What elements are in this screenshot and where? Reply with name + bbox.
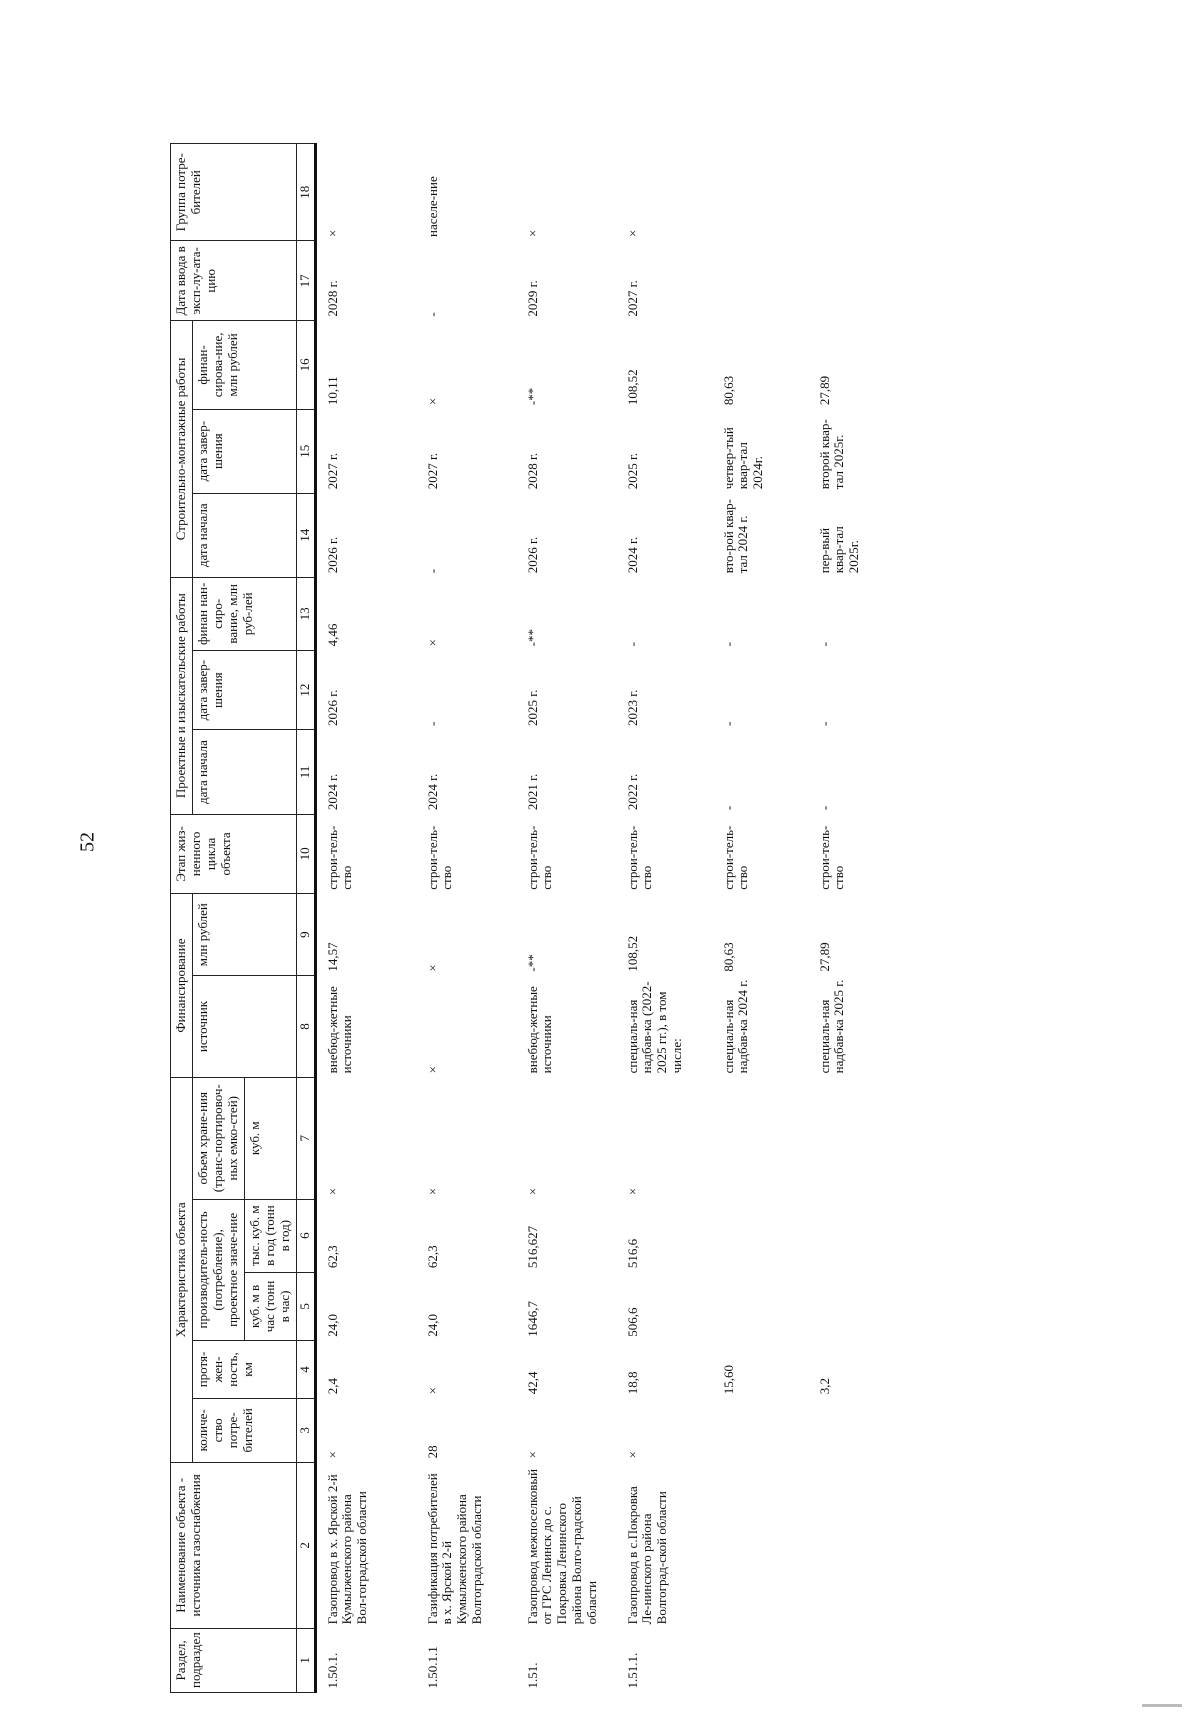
header-commissioning-date: Дата ввода в эксп-лу-ата-цию: [171, 241, 297, 321]
cell-storage-volume: ×: [324, 1187, 340, 1196]
cell-consumer-group: населе-ние: [424, 176, 440, 237]
cell-construction-start: пер-вый квар-тал 2025г.: [816, 526, 862, 574]
cell-capacity-hourly: [815, 1272, 911, 1341]
cell-storage-volume: ×: [624, 1187, 640, 1196]
cell-construction-financing: 108,52: [624, 369, 640, 406]
cell-design-financing: -**: [524, 629, 540, 647]
cell-capacity-hourly: 24,0: [324, 1313, 340, 1337]
cell-design-financing: -: [816, 642, 832, 647]
cell-design-start: -: [816, 805, 832, 811]
cell-capacity-yearly: [719, 1199, 815, 1272]
header-design-end: дата завер-шения: [192, 650, 296, 730]
cell-construction-end: 2027 г.: [324, 452, 340, 490]
cell-lifecycle-stage: строи-тель-ство: [524, 825, 555, 890]
table-row: [323, 144, 423, 1693]
colnum: 12: [296, 650, 315, 730]
cell-construction-start: вто-рой квар-тал 2024 г.: [720, 499, 751, 574]
header-construction-works: Строительно-монтажные работы: [171, 321, 193, 578]
cell-financing-amount: ×: [424, 964, 440, 972]
cell-commissioning-date: [719, 241, 815, 321]
cell-design-end: 2026 г.: [324, 689, 340, 726]
colnum: 9: [296, 894, 315, 976]
header-lifecycle-stage: Этап жиз-ненного цикла объекта: [171, 814, 297, 894]
cell-construction-financing: -**: [524, 387, 540, 406]
cell-construction-end: 2027 г.: [424, 452, 440, 490]
cell-length: 15,60: [720, 1364, 736, 1395]
cell-construction-financing: 27,89: [816, 375, 832, 406]
header-design-survey-works: Проектные и изыскательские работы: [171, 577, 193, 814]
cell-storage-volume: ×: [424, 1187, 440, 1196]
cell-storage-volume: [815, 1077, 911, 1199]
cell-length: ×: [424, 1386, 440, 1395]
cell-commissioning-date: -: [424, 312, 440, 317]
colnum: 2: [296, 1462, 315, 1628]
cell-consumer-count: [815, 1398, 911, 1462]
cell-lifecycle-stage: строи-тель-ство: [424, 825, 455, 890]
cell-length: 42,4: [524, 1371, 540, 1395]
cell-object-name: [719, 1462, 815, 1628]
header-length: протя-жен-ность, км: [192, 1341, 296, 1399]
cell-financing-amount: 14,57: [324, 942, 340, 972]
cell-design-financing: 4,46: [324, 623, 340, 647]
colnum: 4: [296, 1341, 315, 1399]
cell-construction-start: -: [424, 568, 440, 574]
cell-commissioning-date: 2028 г.: [324, 280, 340, 317]
cell-storage-volume: ×: [524, 1187, 540, 1196]
cell-consumer-count: 28: [424, 1445, 440, 1459]
header-design-start: дата начала: [192, 730, 296, 814]
colnum: 1: [296, 1628, 315, 1692]
table-row: [719, 144, 815, 1693]
table-row: [815, 144, 911, 1693]
cell-capacity-yearly: 62,3: [424, 1245, 440, 1269]
column-numbers-row: [296, 144, 315, 1693]
cell-commissioning-date: 2027 г.: [624, 280, 640, 317]
cell-section: 1.50.1.: [324, 1652, 340, 1689]
header-construction-end: дата завер-шения: [192, 409, 296, 493]
header-capacity-yearly: тыс. куб. м в год (тонн в год): [244, 1199, 296, 1272]
colnum: 16: [296, 321, 315, 410]
cell-lifecycle-stage: строи-тель-ство: [720, 825, 751, 890]
cell-design-start: -: [720, 805, 736, 811]
cell-consumer-group: ×: [524, 229, 540, 237]
header-construction-financing: финан-сирова-ние, млн рублей: [192, 321, 296, 410]
header-capacity-hourly: куб. м в час (тонн в час): [244, 1272, 296, 1341]
header-financing-amount: млн рублей: [192, 894, 296, 976]
cell-construction-end: 2025 г.: [624, 452, 640, 490]
cell-consumer-group: [815, 144, 911, 241]
cell-section: [719, 1628, 815, 1692]
header-financing: Финансирование: [171, 894, 193, 1078]
colnum: 7: [296, 1077, 315, 1199]
cell-object-name: Газопровод в х. Ярской 2-й Кумылженского района Вол-гоградской области: [324, 1474, 370, 1625]
cell-commissioning-date: [815, 241, 911, 321]
cell-financing-source: внебюд-жетные источники: [324, 986, 355, 1074]
cell-design-end: -: [720, 721, 736, 726]
cell-consumer-count: ×: [524, 1451, 540, 1459]
header-design-financing: финан нан-сиро-вание, млн руб-лей: [192, 577, 296, 650]
cell-construction-financing: 80,63: [720, 375, 736, 406]
header-storage-unit: куб. м: [244, 1077, 296, 1199]
cell-length: 3,2: [816, 1377, 832, 1395]
cell-consumer-count: ×: [324, 1451, 340, 1459]
scan-artifact: [1142, 1704, 1182, 1707]
header-capacity: производитель-ность (потребление), проектное значе-ние: [192, 1199, 244, 1341]
cell-design-end: -: [424, 721, 440, 726]
cell-construction-financing: 10,11: [324, 376, 340, 406]
colnum: 18: [296, 144, 315, 241]
cell-section: 1.51.1.: [624, 1652, 640, 1689]
cell-financing-source: ×: [424, 1066, 440, 1074]
cell-capacity-yearly: 516,6: [624, 1238, 640, 1269]
header-construction-start: дата начала: [192, 493, 296, 577]
cell-object-name: Газификация потребителей в х. Ярской 2-й Кумылженского района Волгоградской области: [424, 1473, 485, 1625]
cell-consumer-group: [719, 144, 815, 241]
table-row: [623, 144, 719, 1693]
cell-design-financing: -: [624, 642, 640, 647]
cell-capacity-hourly: 506,6: [624, 1307, 640, 1337]
cell-financing-source: внебюд-жетные источники: [524, 986, 555, 1074]
cell-consumer-count: [719, 1398, 815, 1462]
cell-capacity-yearly: 62,3: [324, 1245, 340, 1269]
cell-length: 18,8: [624, 1371, 640, 1395]
cell-design-start: 2024 г.: [424, 773, 440, 811]
cell-object-name: Газопровод в с.Покровка Ле-нинского района Волгоград-ской области: [624, 1486, 670, 1625]
cell-construction-start: 2026 г.: [324, 536, 340, 574]
header-section: Раздел, подраздел: [171, 1628, 297, 1692]
cell-construction-end: второй квар-тал 2025г.: [816, 419, 847, 490]
cell-length: 2,4: [324, 1377, 340, 1395]
colnum: 10: [296, 814, 315, 894]
cell-financing-amount: -**: [524, 954, 540, 972]
cell-financing-source: специаль-ная надбав-ка 2024 г.: [720, 979, 751, 1074]
cell-design-end: 2025 г.: [524, 689, 540, 726]
colnum: 6: [296, 1199, 315, 1272]
cell-object-name: [815, 1462, 911, 1628]
gasification-table: [170, 143, 911, 1693]
cell-capacity-hourly: [719, 1272, 815, 1341]
colnum: 8: [296, 976, 315, 1078]
cell-commissioning-date: 2029 г.: [524, 280, 540, 317]
cell-capacity-hourly: 24,0: [424, 1313, 440, 1337]
colnum: 17: [296, 241, 315, 321]
cell-design-end: -: [816, 721, 832, 726]
cell-construction-end: четвер-тый квар-тал 2024г.: [720, 427, 766, 490]
cell-consumer-group: ×: [324, 229, 340, 237]
cell-financing-amount: 80,63: [720, 942, 736, 972]
page-number: 52: [76, 832, 99, 852]
cell-financing-amount: 27,89: [816, 942, 832, 972]
colnum: 3: [296, 1398, 315, 1462]
cell-capacity-hourly: 1646,7: [524, 1300, 540, 1337]
header-object-name: Наименование объекта - источника газоснабжения: [171, 1462, 297, 1628]
colnum: 11: [296, 730, 315, 814]
cell-financing-source: специаль-ная надбав-ка (2022-2025 гг.), в том числе:: [624, 981, 685, 1074]
cell-lifecycle-stage: строи-тель-ство: [816, 825, 847, 890]
cell-financing-source: специаль-ная надбав-ка 2025 г.: [816, 979, 847, 1074]
cell-design-start: 2021 г.: [524, 773, 540, 811]
cell-design-start: 2022 г.: [624, 773, 640, 811]
cell-section: 1.51.: [524, 1662, 540, 1689]
header-financing-source: источник: [192, 976, 296, 1078]
cell-construction-end: 2028 г.: [524, 452, 540, 490]
cell-object-name: Газопровод межпоселковый от ГРС Ленинск до с. Покровка Ленинского района Волго-градской области: [524, 1468, 600, 1625]
cell-capacity-yearly: 516,627: [524, 1225, 540, 1269]
cell-section: 1.50.1.1: [424, 1646, 440, 1689]
colnum: 14: [296, 493, 315, 577]
header-storage-volume: объем хране-ния (транс-портировоч-ных емко-стей): [192, 1077, 244, 1199]
table-header: [171, 144, 316, 1693]
cell-consumer-group: ×: [624, 229, 640, 237]
cell-section: [815, 1628, 911, 1692]
cell-storage-volume: [719, 1077, 815, 1199]
cell-financing-amount: 108,52: [624, 935, 640, 972]
colnum: 5: [296, 1272, 315, 1341]
cell-design-financing: ×: [424, 639, 440, 647]
cell-consumer-count: ×: [624, 1451, 640, 1459]
table-row: [523, 144, 623, 1693]
cell-design-end: 2023 г.: [624, 689, 640, 726]
cell-construction-start: 2024 г.: [624, 536, 640, 574]
cell-design-start: 2024 г.: [324, 773, 340, 811]
cell-lifecycle-stage: строи-тель-ство: [624, 825, 655, 890]
cell-construction-start: 2026 г.: [524, 536, 540, 574]
cell-design-financing: -: [720, 642, 736, 647]
header-consumer-count: количе-ство потре-бителей: [192, 1398, 296, 1462]
cell-construction-financing: ×: [424, 397, 440, 406]
colnum: 13: [296, 577, 315, 650]
cell-capacity-yearly: [815, 1199, 911, 1272]
table-row: [423, 144, 523, 1693]
header-object-characteristics: Характеристика объекта: [171, 1077, 193, 1462]
header-consumer-group: Группа потре-бителей: [171, 144, 297, 241]
cell-lifecycle-stage: строи-тель-ство: [324, 825, 355, 890]
colnum: 15: [296, 409, 315, 493]
table-body: [315, 144, 911, 1693]
